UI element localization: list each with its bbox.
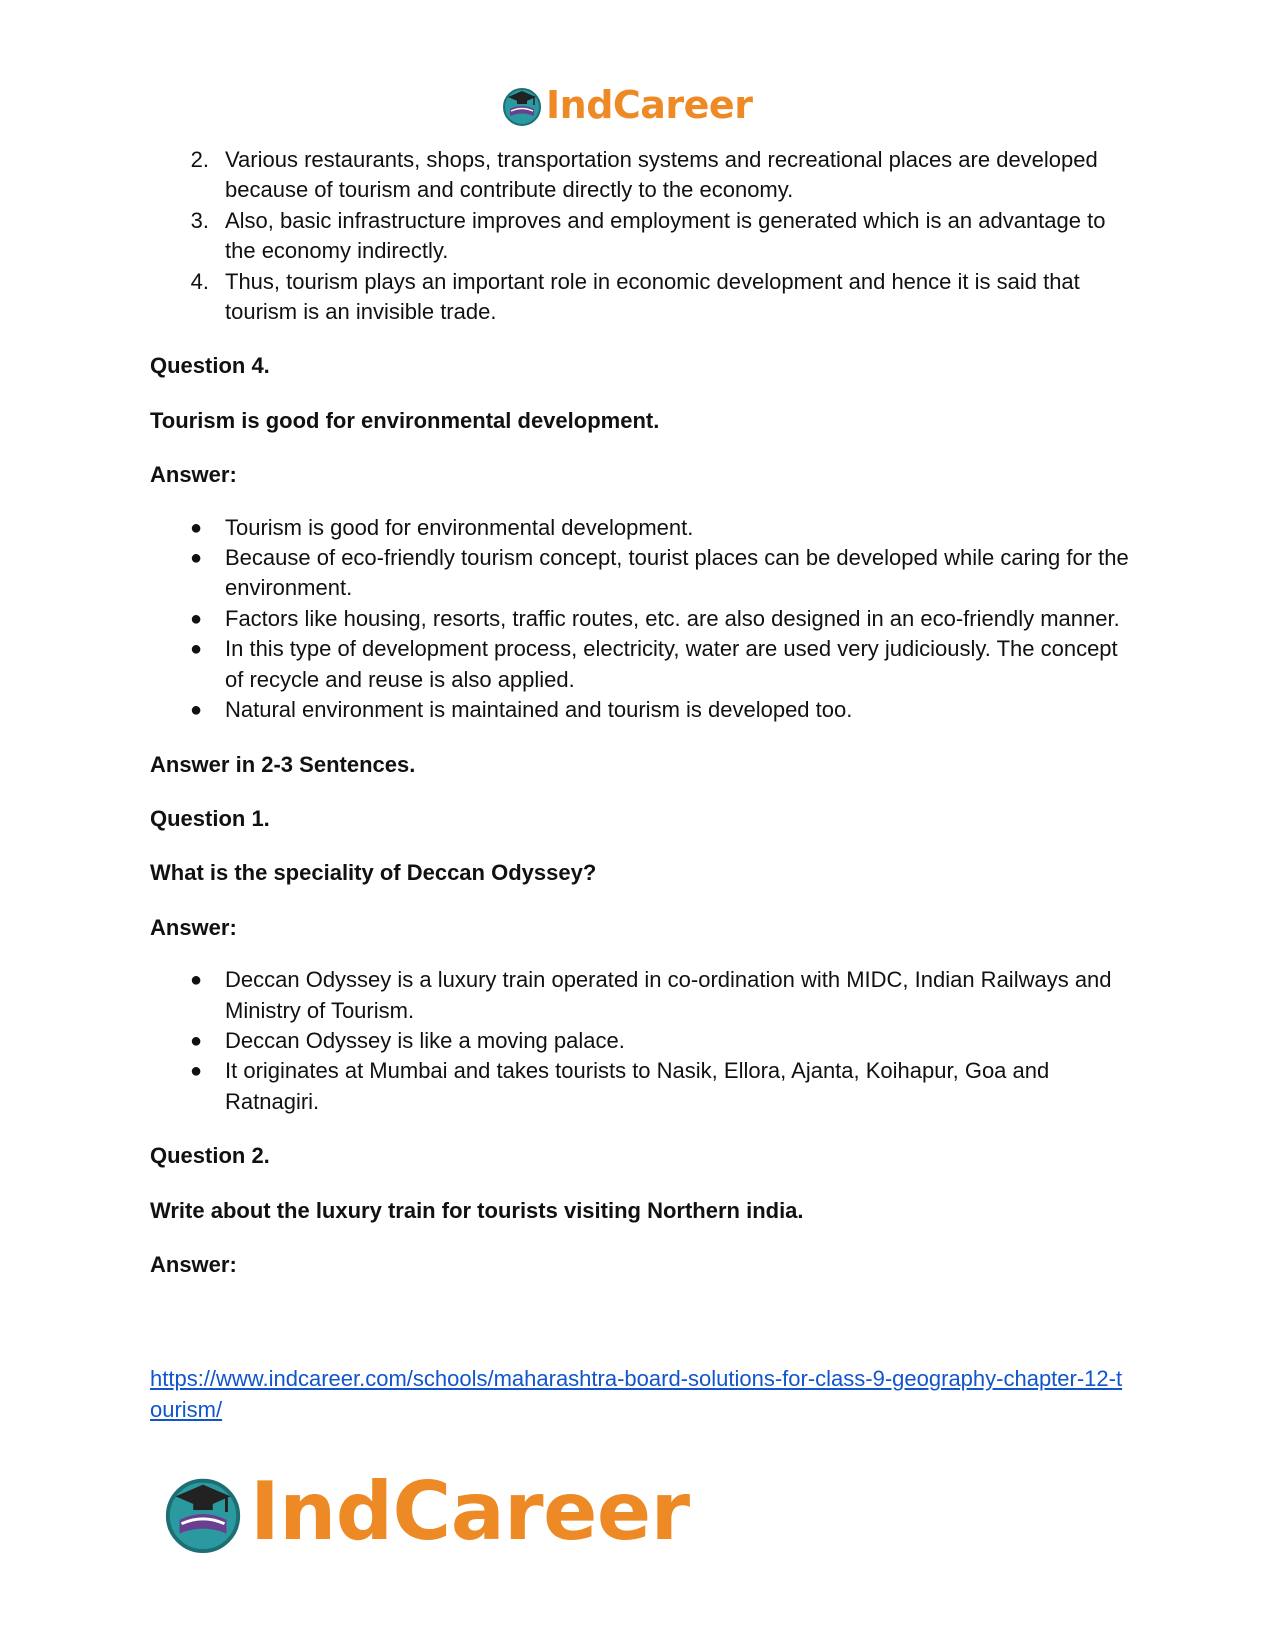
graduation-cap-book-globe-icon: [500, 83, 544, 127]
bullet: ●: [190, 969, 203, 992]
list-item: [150, 206, 1130, 267]
bullet: ●: [190, 1060, 203, 1083]
list-number: 2.: [190, 147, 209, 172]
list-item-text: Deccan Odyssey is like a moving palace.: [225, 1027, 625, 1053]
numbered-list: [150, 145, 1130, 327]
question-label: Question 4.: [150, 353, 270, 379]
list-item: [150, 1026, 1130, 1056]
bullet: ●: [190, 547, 203, 570]
list-item-text: Deccan Odyssey is a luxury train operated in co-ordination with MIDC, Indian Railways and Ministry of Tourism.: [225, 967, 1112, 1023]
list-item-text: Also, basic infrastructure improves and employment is generated which is an advantage to the economy indirectly.: [225, 207, 1106, 264]
question-text: Write about the luxury train for tourists visiting Northern india.: [150, 1197, 804, 1223]
logo-text: IndCareer: [546, 83, 753, 127]
list-item-text: Factors like housing, resorts, traffic routes, etc. are also designed in an eco-friendly manner.: [225, 605, 1120, 631]
bullet: ●: [190, 607, 203, 630]
list-number: 4.: [190, 268, 209, 294]
list-item: [150, 1056, 1130, 1117]
list-item-text: Natural environment is maintained and tourism is developed too.: [225, 697, 853, 723]
bullet: ●: [190, 516, 203, 539]
list-item-text: Tourism is good for environmental development.: [225, 514, 694, 540]
header-logo: [500, 80, 752, 130]
question-text: Tourism is good for environmental development.: [150, 407, 660, 433]
graduation-cap-book-globe-icon: [160, 1469, 246, 1555]
bullet: ●: [190, 1029, 203, 1052]
list-item-text: Because of eco-friendly tourism concept, tourist places can be developed while caring for the environment.: [225, 545, 1129, 601]
footer-logo: [160, 1462, 690, 1562]
list-item: [150, 145, 1130, 206]
list-item-text: In this type of development process, electricity, water are used very judiciously. The concept of recycle and reuse is also applied.: [225, 636, 1118, 692]
bullet: ●: [190, 699, 203, 722]
bullet: ●: [190, 638, 203, 661]
list-item: [150, 513, 1130, 543]
bullet-list: [150, 965, 1130, 1117]
answer-label: Answer:: [150, 462, 237, 488]
question-text: What is the speciality of Deccan Odyssey?: [150, 860, 597, 886]
list-item: [150, 634, 1130, 695]
list-item: [150, 965, 1130, 1026]
section-title: Answer in 2-3 Sentences.: [150, 751, 416, 777]
question-label: Question 2.: [150, 1143, 270, 1169]
list-item: [150, 604, 1130, 634]
list-item: [150, 267, 1130, 328]
answer-label: Answer:: [150, 1251, 237, 1277]
list-item-text: It originates at Mumbai and takes tourists to Nasik, Ellora, Ajanta, Koihapur, Goa and Ratnagiri.: [225, 1058, 1050, 1114]
footer-source-link[interactable]: https://www.indcareer.com/schools/maharashtra-board-solutions-for-class-9-geography-chapter-12-tourism/: [150, 1366, 1123, 1422]
list-number: 3.: [190, 207, 209, 233]
list-item-text: Thus, tourism plays an important role in economic development and hence it is said that tourism is an invisible trade.: [225, 268, 1080, 325]
list-item-text: Various restaurants, shops, transportation systems and recreational places are developed because of tourism and contribute directly to the economy.: [225, 147, 1098, 203]
bullet-list: [150, 513, 1130, 726]
list-item: [150, 543, 1130, 604]
logo-text: IndCareer: [250, 1465, 690, 1558]
list-item: [150, 695, 1130, 725]
document-body: [150, 145, 1130, 1425]
question-label: Question 1.: [150, 805, 270, 831]
answer-label: Answer:: [150, 914, 237, 940]
